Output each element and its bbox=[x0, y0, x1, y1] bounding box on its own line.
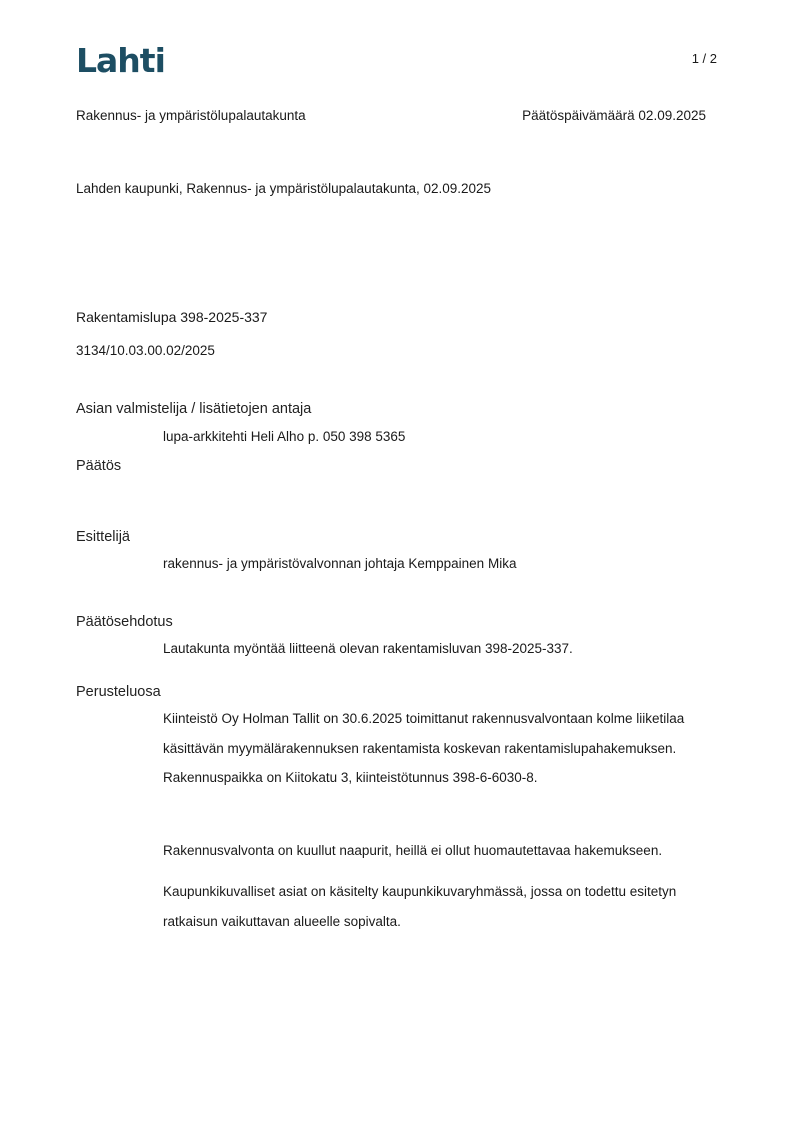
grounds-paragraph: Kaupunkikuvalliset asiat on käsitelty kaupunkikuvaryhmässä, jossa on todettu esitetyn ratkaisun vaikuttavan alueelle sopivalta. bbox=[163, 884, 677, 929]
preparer-heading: Asian valmistelija / lisätietojen antaja bbox=[76, 401, 312, 417]
permit-title: Rakentamislupa 398-2025-337 bbox=[76, 309, 268, 325]
file-number: 3134/10.03.00.02/2025 bbox=[76, 343, 215, 358]
committee-name: Rakennus- ja ympäristölupalautakunta bbox=[76, 108, 306, 123]
decision-heading: Päätös bbox=[76, 458, 122, 474]
page-number: 1 / 2 bbox=[691, 51, 717, 66]
proposal-heading: Päätösehdotus bbox=[76, 614, 173, 630]
decision-date: Päätöspäivämäärä 02.09.2025 bbox=[522, 108, 706, 123]
lahti-logo: Lahti bbox=[76, 41, 165, 80]
grounds-paragraph: Kiinteistö Oy Holman Tallit on 30.6.2025 toimittanut rakennusvalvontaan kolme liiketilaa käsittävän myymälärakennuksen rakentamista koskevan rakentamislupahakemuksen. Rakennuspaikka on Kiitokatu 3, kiinteistötunnus 398-6-6030-8. bbox=[163, 711, 685, 785]
presenter-heading: Esittelijä bbox=[76, 529, 130, 545]
grounds-heading: Perusteluosa bbox=[76, 684, 161, 700]
intro-line: Lahden kaupunki, Rakennus- ja ympäristölupalautakunta, 02.09.2025 bbox=[76, 181, 492, 196]
presenter-text: rakennus- ja ympäristövalvonnan johtaja Kemppainen Mika bbox=[163, 556, 517, 571]
grounds-paragraph: Rakennusvalvonta on kuullut naapurit, heillä ei ollut huomautettavaa hakemukseen. bbox=[163, 843, 663, 858]
proposal-text: Lautakunta myöntää liitteenä olevan rakentamisluvan 398-2025-337. bbox=[163, 641, 573, 656]
preparer-text: lupa-arkkitehti Heli Alho p. 050 398 5365 bbox=[163, 429, 406, 444]
